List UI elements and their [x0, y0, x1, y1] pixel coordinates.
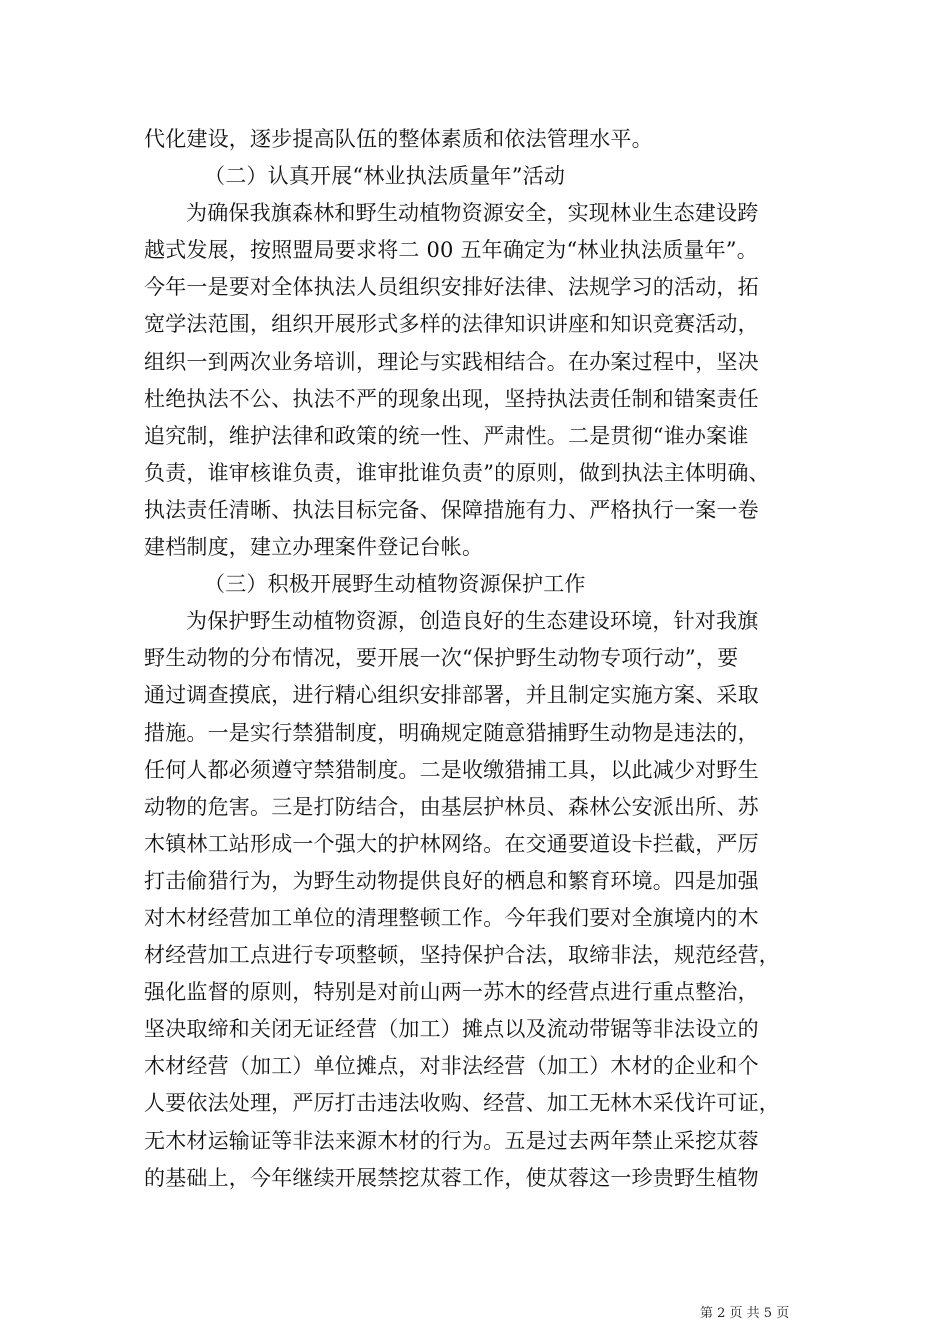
- text-line: 任何人都必须遵守禁猎制度。二是收缴猎捕工具，以此减少对野生: [144, 757, 759, 782]
- section-heading: （三）积极开展野生动植物资源保护工作: [204, 572, 586, 597]
- text-line: 代化建设，逐步提高队伍的整体素质和依法管理水平。: [144, 127, 653, 151]
- text-line: 通过调查摸底，进行精心组织安排部署，并且制定实施方案、采取: [144, 683, 759, 708]
- text-line: 越式发展，按照盟局要求将二 00 五年确定为“林业执法质量年”。: [144, 238, 758, 263]
- text-line: 坚决取缔和关闭无证经营（加工）摊点以及流动带锯等非法设立的: [144, 1017, 759, 1042]
- text-line: 野生动物的分布情况，要开展一次“保护野生动物专项行动”，要: [144, 646, 739, 671]
- body-text: [144, 121, 824, 1197]
- text-line: 建档制度，建立办理案件登记台帐。: [144, 535, 484, 560]
- text-line: 追究制，维护法律和政策的统一性、严肃性。二是贯彻“谁办案谁: [144, 423, 749, 448]
- text-line: 打击偷猎行为，为野生动物提供良好的栖息和繁育环境。四是加强: [144, 868, 759, 893]
- text-line: 木材经营（加工）单位摊点，对非法经营（加工）木材的企业和个: [144, 1054, 759, 1079]
- page-number: 第 2 页 共 5 页: [700, 1306, 790, 1321]
- text-line: 执法责任清晰、执法目标完备、保障措施有力、严格执行一案一卷: [144, 497, 759, 522]
- text-line: 组织一到两次业务培训，理论与实践相结合。在办案过程中，坚决: [144, 349, 759, 374]
- text-line: 人要依法处理，严厉打击违法收购、经营、加工无林木采伐许可证，: [144, 1091, 780, 1116]
- text-line: 对木材经营加工单位的清理整顿工作。今年我们要对全旗境内的木: [144, 905, 759, 930]
- text-line: 为保护野生动植物资源，创造良好的生态建设环境，针对我旗: [186, 609, 759, 634]
- text-line: 材经营加工点进行专项整顿，坚持保护合法，取缔非法，规范经营，: [144, 943, 780, 968]
- section-heading: （二）认真开展“林业执法质量年”活动: [204, 164, 566, 189]
- text-line: 无木材运输证等非法来源木材的行为。五是过去两年禁止采挖苁蓉: [144, 1128, 759, 1153]
- text-line: 负责，谁审核谁负责，谁审批谁负责”的原则，做到执法主体明确、: [144, 460, 770, 485]
- text-line: 的基础上，今年继续开展禁挖苁蓉工作，使苁蓉这一珍贵野生植物: [144, 1165, 759, 1190]
- text-line: 杜绝执法不公、执法不严的现象出现，坚持执法责任制和错案责任: [144, 386, 759, 411]
- text-line: 今年一是要对全体执法人员组织安排好法律、法规学习的活动，拓: [144, 275, 759, 300]
- text-line: 宽学法范围，组织开展形式多样的法律知识讲座和知识竞赛活动，: [144, 312, 759, 337]
- text-line: 强化监督的原则，特别是对前山两一苏木的经营点进行重点整治，: [144, 980, 759, 1005]
- text-line: 木镇林工站形成一个强大的护林网络。在交通要道设卡拦截，严厉: [144, 831, 759, 856]
- text-line: 为确保我旗森林和野生动植物资源安全，实现林业生态建设跨: [186, 201, 759, 226]
- text-line: 措施。一是实行禁猎制度，明确规定随意猎捕野生动物是违法的，: [144, 720, 759, 745]
- text-line: 动物的危害。三是打防结合，由基层护林员、森林公安派出所、苏: [144, 794, 759, 819]
